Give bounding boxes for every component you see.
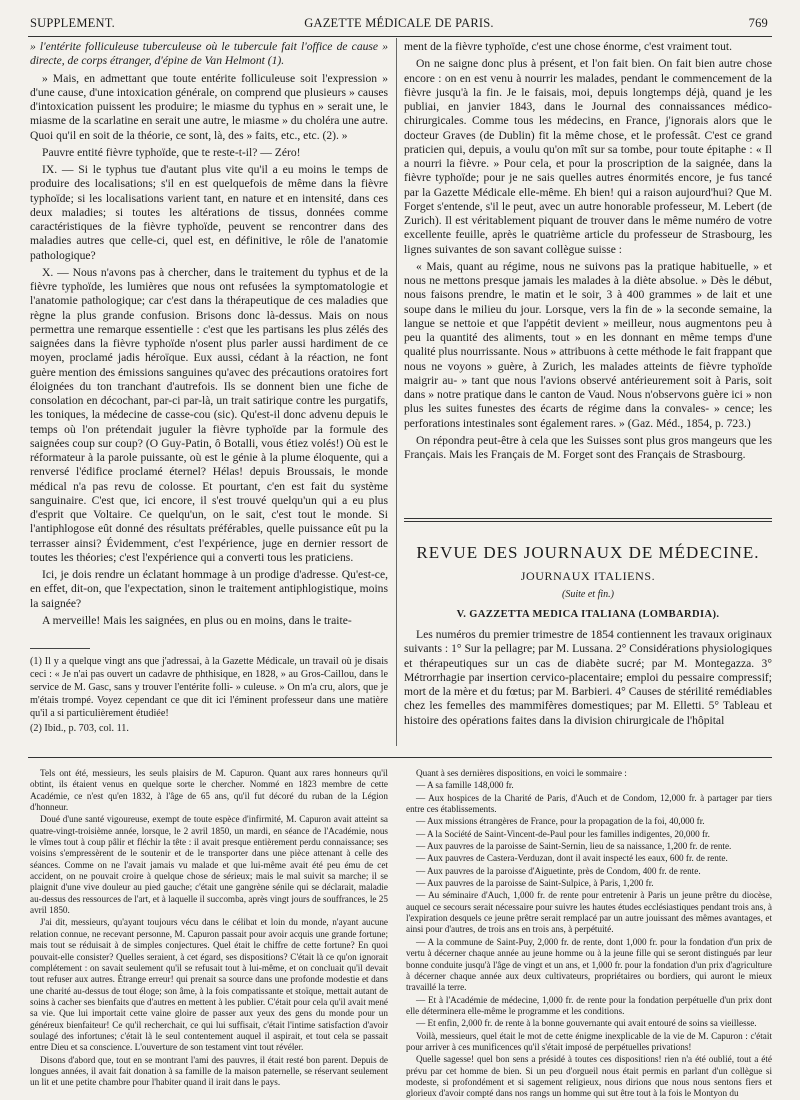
feuilleton-paragraph: Doué d'une santé vigoureuse, exempt de toute espèce d'infirmité, M. Capuron avait atteint sa quatre-vingt-troisième année, lorsque, le 2 avril 1850, un mardi, en séance de l'Académie, nous le vîmes tout à coup pâlir et fléchir la tête : il avait presque entièrement perdu connaissance; ses voisins s'empressèrent de le soutenir et de le transporter dans une pièce attenant à celle des séances. Comme on ne l'avait jamais vu malade et que lui-même avait été peu ému de cet accident, on ne pouvait croire à quelque chose de sérieux; mais le mal suivit sa marche; il se plaignit d'une vive douleur au pied gauche; c'était une gangrène sénile qui se déclarait, maladie au-dessus des ressources de l'art, et à laquelle il succomba, après vingt jours de souffrances, le 25 avril 1850. — [30, 814, 388, 916]
bequest-item: — Aux pauvres de la paroisse d'Aiguetinte, près de Condom, 400 fr. de rente. — [416, 865, 701, 876]
right-paragraph: On répondra peut-être à cela que les Suisses sont plus gros mangeurs que les Français. Mais les Français de M. Forget sont des Français de Strasbourg. — [404, 433, 772, 461]
bequest-item: — A la Société de Saint-Vincent-de-Paul pour les familles indigentes, 20,000 fr. — [416, 828, 710, 839]
feuilleton-left-column — [30, 768, 388, 1088]
left-paragraph: A merveille! Mais les saignées, en plus ou en moins, dans le traite- — [42, 613, 352, 627]
revue-paragraph: Les numéros du premier trimestre de 1854 contiennent les travaux originaux suivants : 1° Sur la pellagre; par M. Lussana. 2° Considérations physiologiques et thérapeutiques sur un cas de diabète sucré; par M. Montegazza. 3° Métrorrhagie par insertion cervico-placentaire; emploi du pessaire compressif; mort de la mère et du fœtus; par M. Barbieri. 4° Causes de stérilité remédiables chez les femelles des mammifères domestiques; par M. Elletti. 5° Tableau et histoire des opérations faites dans la division chirurgicale de l'hôpital — [404, 628, 772, 727]
revue-title: REVUE DES JOURNAUX DE MÉDECINE. — [416, 543, 760, 562]
feuilleton-paragraph: Quant à ses dernières dispositions, en voici le sommaire : — [416, 768, 627, 778]
left-paragraph: » l'entérite folliculeuse tuberculeuse où le tubercule fait l'office de cause » directe, de corps étranger, d'épine de Van Helmont (1). — [30, 40, 388, 68]
feuilleton-right-column — [406, 768, 772, 1099]
revue-subtitle: JOURNAUX ITALIENS. — [520, 569, 656, 583]
left-column — [30, 40, 388, 640]
feuilleton-rule — [28, 757, 772, 758]
right-paragraph: ment de la fièvre typhoïde, c'est une chose énorme, c'est vraiment tout. — [404, 40, 733, 53]
section-rule — [404, 518, 772, 519]
bequest-item: — Aux pauvres de Castera-Verduzan, dont il avait inspecté les eaux, 600 fr. de rente. — [416, 853, 728, 864]
feuilleton-paragraph: Tels ont été, messieurs, les seuls plaisirs de M. Capuron. Quant aux rares honneurs qu'il obtint, ils étaient venus en quelque sorte le chercher. Nommé en 1823 membre de cette Académie, ce n'est qu'en 1832, à l'âge de 65 ans, qu'il fut décoré du ruban de la Légion d'honneur. — [30, 768, 388, 813]
header-supplement: SUPPLEMENT. — [30, 16, 115, 30]
header-journal-title: GAZETTE MÉDICALE DE PARIS. — [304, 16, 494, 30]
feuilleton-paragraph: Disons d'abord que, tout en se montrant l'ami des pauvres, il était resté bon parent. Depuis de longues années, il avait fait donation à sa famille de la maison paternelle, se réservant seulement un lit et une petite chambre pour l'habiter quand il irait dans le pays. — [30, 1054, 388, 1088]
bequest-item: — Au séminaire d'Auch, 1,000 fr. de rente pour entretenir à Paris un jeune prêtre du diocèse, auquel ce secours serait nécessaire pour suivre les hautes études ecclésiastiques pendant trois ans, à l'expiration desquels ce jeune prêtre serait remplacé par un autre jouissant des mêmes avantages, et ainsi pour d'autres, de trois ans en trois ans, à perpétuité. — [406, 890, 772, 935]
feuilleton-paragraph: J'ai dit, messieurs, qu'ayant toujours vécu dans le célibat et loin du monde, n'ayant aucune relation connue, ne recevant personne, M. Capuron passait pour avoir acquis une grande fortune; mais tout se réduisait à de simples conjectures. Quel était le chiffre de cette fortune? En quoi pouvait-elle consister? Quelles seraient, à cet égard, ses dispositions? C'était là ce qu'on ignorait complétement : on savait seulement qu'il se refusait tout à lui-même, et on concluait qu'il devait tout refuser aux autres. Étrange erreur! qui prenait sa source dans une profonde modestie et dans une charité au-dessus de tout éloge; son âme, à la fois compatissante et stoïque, mettait autant de soins à cacher ses bienfaits que d'autres en mettent à les publier. C'était pour cela qu'il avait mené sa vie. Que lui importait cette vaine gloire de passer aux yeux des gens du monde pour un généreux bienfaiteur! Ce qu'il recherchait, ce qui lui suffisait, c'était l'intime satisfaction d'avoir soulagé des infortunes; c'était là le seul contentement auquel il aspirait, et tout cela se passait entre Dieu et sa conscience. L'ouverture de son testament vint tout révéler. — [30, 917, 388, 1053]
revue-body — [404, 628, 772, 753]
column-separator — [396, 38, 397, 746]
feuilleton-paragraph: Quelle sagesse! quel bon sens a présidé à toutes ces dispositions! rien n'a été oublié, tout a été prévu par cet homme de bien. Si un peu d'orgueil nous était permis en parlant d'un collègue si modeste, si profondément et si sagement religieux, nous dirions que nous nous sentons fiers et glorieux d'avoir compté dans nos rangs un homme qui sut être tout à la fois le Montyon du — [406, 1054, 772, 1099]
left-paragraph: X. — Nous n'avons pas à chercher, dans le traitement du typhus et de la fièvre typhoïde, les lumières que nous ont refusées la symptomatologie et l'anatomie pathologique; car c'est dans la thérapeutique de ces maladies que règne la plus grande confusion. Brisons donc là-dessus. Mais on nous permettra une remarque essentielle : c'est que les partisans les plus zélés des saignées dans la fièvre typhoïde n'osent plus parler aussi hardiment de ce moyen, proclamé jadis héroïque. Eux aussi, cédant à la réaction, ne font guère mention des émissions sanguines qu'avec des précautions oratoires fort éloignées du ton tranchant d'autrefois. Ils se donnent bien une fiche de consolation en décochant, par-ci par-là, un trait satirique contre les purgatifs, les toniques, la médecine de casse-cou (sic). Qu'est-il donc advenu depuis le temps où l'on prétendait juguler la fièvre typhoïde par la formule des saignées coup sur coup? (O Guy-Patin, ô Botalli, vous étiez volés!) Où est le réformateur à la parole puissante, où est le génie à la plume éloquente, qui a renversé l'édifice proclamé éternel? Hélas! depuis Broussais, le monde médical n'a pas revu de colosse. Et pourtant, c'en est fait du système sanguinaire. C'est que, ici encore, il s'est trouvé quelqu'un qui a eu plus d'esprit que Voltaire. Ce quelqu'un, on le sait, c'est tout le monde. Si l'antiphlogose eût donné des résultats préférables, quelle puissance eût pu la terrasser ainsi? Évidemment, c'est l'expérience, juge en dernier ressort de toutes les théories; c'est l'expérience qui a converti tous les praticiens. — [30, 265, 388, 564]
footnote-rule — [30, 648, 90, 649]
right-paragraph: « Mais, quant au régime, nous ne suivons pas la pratique habituelle, » et nous ne mettons presque jamais les malades à la diète absolue. » Dès le début, nous faisons prendre, le matin et le soir, 3 à 400 grammes » de lait et une soupe dans le milieu du jour. Lorsque, vers la fin de » la seconde semaine, la langue se nettoie et que l'appétit devient » meilleur, nous augmentons peu à peu la quantité des aliments, tout » en les donnant en même temps d'une qualité plus nourrissante. Nous » attribuons à cette méthode le fait frappant que nous ne voyons » guère, à Zurich, les malades atteints de fièvre typhoïde maigrir au- » tant que nous l'avions observé antérieurement soit à Paris, soit dans » notre pratique dans le canton de Vaud. Nous n'observons guère ici » non plus les suites funestes des écarts de régime dans la convales- » cence; les perforations intestinales sont également rares. » (Gaz. Méd., 1854, p. 723.) — [404, 259, 772, 430]
bequest-item: — Aux hospices de la Charité de Paris, d'Auch et de Condom, 12,000 fr. à partager par tiers entre ces établissements. — [406, 792, 772, 815]
left-paragraph: Ici, je dois rendre un éclatant hommage à un prodige d'adresse. Qu'est-ce, en effet, dit-on, que l'expectation, sinon le traitement antiphlogistique, moins la saignée? — [30, 568, 388, 610]
feuilleton-paragraph: Voilà, messieurs, quel était le mot de cette énigme inexplicable de la vie de M. Capuron : c'était pour arriver à ces munificences qu'il s'était imposé de perpétuelles privations! — [406, 1030, 772, 1052]
revue-section-heading: V. GAZZETTA MEDICA ITALIANA (LOMBARDIA). — [456, 609, 720, 620]
header-rule — [28, 36, 772, 37]
footnote: (1) Il y a quelque vingt ans que j'adressai, à la Gazette Médicale, un travail où je disais ceci : « Je n'ai pas ouvert un cadavre de phthisique, en 1828, » au Gros-Caillou, dans le service de M. Gasc, sans y trouver l'entérite folli- » culeuse. » On m'a cru, alors, que je m'étais trompé. Voyez cependant ce que dit ici l'éminent professeur dans une matière qu'il a si particulièrement étudiée! — [30, 656, 388, 719]
revue-suite: (Suite et fin.) — [562, 589, 614, 600]
bequest-item: — A sa famille 148,000 fr. — [416, 780, 514, 791]
bequest-item: — Et à l'Académie de médecine, 1,000 fr. de rente pour la fondation perpétuelle d'un prix dont elle déterminera elle-même le programme et les conditions. — [406, 994, 772, 1016]
bequest-item: — Aux pauvres de la paroisse de Saint-Sulpice, à Paris, 1,200 fr. — [416, 878, 654, 889]
section-rule — [404, 521, 772, 522]
bequest-item: — Et enfin, 2,000 fr. de rente à la bonne gouvernante qui avait entouré de soins sa vieillesse. — [416, 1018, 757, 1029]
footnotes — [30, 656, 388, 752]
left-paragraph: » Mais, en admettant que toute entérite folliculeuse soit l'expression » d'une cause, d'une intoxication générale, on comprend que plusieurs » causes d'intoxication puissent les produire; le miasme du typhus en » serait une, le miasme de la scarlatine en serait une autre, le miasme » du choléra une autre. Quoi qu'il en soit de la théorie, ce sont, là, des » faits, etc., etc. (2). » — [30, 71, 388, 142]
header-page-number: 769 — [748, 16, 768, 30]
right-column — [404, 40, 772, 500]
page-header — [30, 14, 768, 34]
footnote: (2) Ibid., p. 703, col. 11. — [30, 722, 129, 734]
left-paragraph: Pauvre entité fièvre typhoïde, que te reste-t-il? — Zéro! — [42, 145, 301, 159]
left-paragraph: IX. — Si le typhus tue d'autant plus vite qu'il a eu moins le temps de produire des localisations; s'il en est quelquefois de même dans la fièvre typhoïde; si les localisations varient tant, en nature et en intensité, dans ces deux maladies; si toutes les altérations de tissus, données comme caractéristiques de la fièvre typhoïde, peuvent se rencontrer dans des maladies autres que celle-ci, quel est, en définitive, le rôle de l'anatomie pathologique? — [30, 163, 388, 262]
right-paragraph: On ne saigne donc plus à présent, et l'on fait bien. On fait bien autre chose encore : on en est venu à nourrir les malades, pendant le commencement de la fièvre jusqu'à la fin. Je le faisais, moi, depuis longtemps déjà, quand je les publiai, en janvier 1843, dans le Journal des connaissances médico-chirurgicales. Comme tous les médecins, en France, j'ignorais alors que le docteur Graves (de Dublin) fit la même chose, et le professât. C'est ce grand praticien qui, depuis, a voulu qu'on mît sur sa tombe, pour toute épitaphe : « Il a nourri la fièvre. » Pour cela, et pour la proscription de la saignée, dans la fièvre typhoïde; pour je ne sais quelles autres énormités encore, je fus tancé par la Gazette Médicale elle-même. Eh bien! qui a raison aujourd'hui? Que M. Forget s'entende, s'il le peut, avec un autre honorable professeur, M. Lebert (de Zurich). Il est véritablement piquant de trouver dans le même numéro de votre excellente feuille, après le quatrième article du professeur de Strasbourg, les lignes suivantes de son savant collègue suisse : — [404, 57, 772, 256]
bequest-item: — Aux missions étrangères de France, pour la propagation de la foi, 40,000 fr. — [416, 816, 705, 827]
bequest-item: — Aux pauvres de la paroisse de Saint-Sernin, lieu de sa naissance, 1,200 fr. de rente. — [416, 841, 732, 852]
bequest-item: — A la commune de Saint-Puy, 2,000 fr. de rente, dont 1,000 fr. pour la fondation d'un prix de vertu à décerner chaque année au jeune homme ou à la jeune fille qui se seront distingués par leur bonne conduite jusqu'à l'âge de vingt et un ans, et 1,000 fr. pour la fondation d'un prix d'agriculture à décerner chaque année aux deux cultivateurs, propriétaires ou bordiers, qui auront le mieux travaillé la terre. — [406, 936, 772, 993]
